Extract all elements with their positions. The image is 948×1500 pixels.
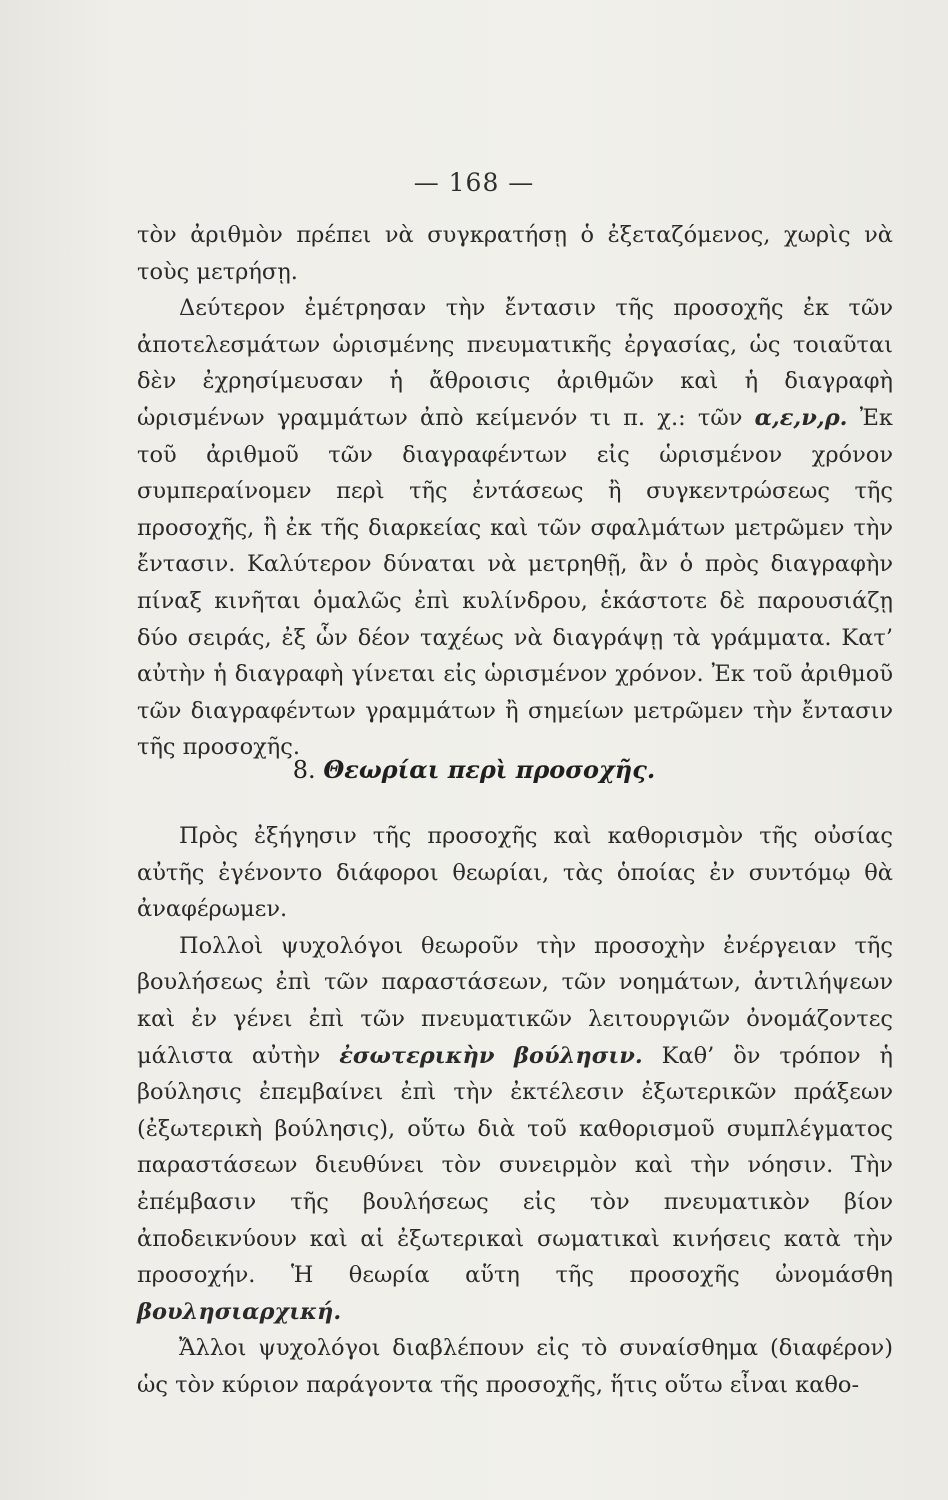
paragraph	[137, 217, 893, 290]
emphasized-term: ἐσωτερικὴν βούλησιν.	[339, 1042, 643, 1069]
paragraph-text: Ἐκ τοῦ ἀριθμοῦ τῶν διαγραφέντων εἰς ὡρισμένον χρόνον συμπεραίνομεν περὶ τῆς ἐντάσεως ἢ συγκεντρώσεως τῆς προσοχῆς, ἢ ἐκ τῆς διαρκείας καὶ τῶν σφαλμάτων μετρῶμεν τὴν ἔντασιν. Καλύτερον δύναται νὰ μετρηθῇ, ἂν ὁ πρὸς διαγραφὴν πίναξ κινῆται ὁμαλῶς ἐπὶ κυλίνδρου, ἑκάστοτε δὲ παρουσιάζῃ δύο σειράς, ἐξ ὧν δέον ταχέως νὰ διαγράψῃ τὰ γράμματα. Κατ’ αὐτὴν ἡ διαγραφὴ γίνεται εἰς ὡρισμένον χρόνον. Ἐκ τοῦ ἀριθμοῦ τῶν διαγραφέντων γραμμάτων ἢ σημείων μετρῶμεν τὴν ἔντασιν τῆς προσοχῆς.	[137, 404, 893, 761]
text-block-top	[137, 217, 893, 766]
paragraph	[137, 290, 893, 766]
emphasized-letters: α,ε,ν,ρ.	[754, 404, 848, 431]
paragraph	[137, 1330, 893, 1403]
emphasized-term: βουλησιαρχική.	[137, 1298, 342, 1325]
section-number: 8.	[292, 756, 316, 784]
paragraph-text: Δεύτερον ἐμέτρησαν τὴν ἔντασιν τῆς προσοχῆς ἐκ τῶν ἀποτελεσμάτων ὡρισμένης πνευματικῆς ἐργασίας, ὡς τοιαῦται δὲν ἐχρησίμευσαν ἡ ἄθροισις ἀριθμῶν καὶ ἡ διαγραφὴ ὡρισμένων γραμμάτων ἀπὸ κείμενόν τι π. χ.: τῶν	[137, 295, 893, 431]
paragraph-text: Ἄλλοι ψυχολόγοι διαβλέπουν εἰς τὸ συναίσθημα (διαφέρον) ὡς τὸν κύριον παράγοντα τῆς προσοχῆς, ἥτις οὕτω εἶναι καθο-	[137, 1335, 893, 1398]
paragraph	[137, 818, 893, 928]
paragraph-text: Καθ’ ὃν τρόπον ἡ βούλησις ἐπεμβαίνει ἐπὶ τὴν ἐκτέλεσιν ἐξωτερικῶν πράξεων (ἐξωτερικὴ βούλησις), οὕτω διὰ τοῦ καθορισμοῦ συμπλέγματος παραστάσεων διευθύνει τὸν συνειρμὸν καὶ τὴν νόησιν. Τὴν ἐπέμβασιν τῆς βουλήσεως εἰς τὸν πνευματικὸν βίον ἀποδεικνύουν καὶ αἱ ἐξωτερικαὶ σωματικαὶ κινήσεις κατὰ τὴν προσοχήν. Ἡ θεωρία αὕτη τῆς προσοχῆς ὠνομάσθη	[137, 1042, 893, 1289]
section-heading	[0, 755, 948, 784]
paragraph-text: Πολλοὶ ψυχολόγοι θεωροῦν τὴν προσοχὴν ἐνέργειαν τῆς βουλήσεως ἐπὶ τῶν παραστάσεων, τῶν νοημάτων, ἀντιλήψεων καὶ ἐν γένει ἐπὶ τῶν πνευματικῶν λειτουργιῶν ὀνομάζοντες μάλιστα αὐτὴν	[137, 932, 893, 1069]
text-block-bottom	[137, 818, 893, 1404]
paragraph-text: τὸν ἀριθμὸν πρέπει νὰ συγκρατήσῃ ὁ ἐξεταζόμενος, χωρὶς νὰ τοὺς μετρήσῃ.	[137, 222, 893, 285]
paragraph	[137, 928, 893, 1331]
paragraph-text: Πρὸς ἐξήγησιν τῆς προσοχῆς καὶ καθορισμὸν τῆς οὐσίας αὐτῆς ἐγένοντο διάφοροι θεωρίαι, τὰς ὁποίας ἐν συντόμῳ θὰ ἀναφέρωμεν.	[137, 823, 893, 923]
page-number: — 168 —	[413, 168, 535, 197]
section-title: Θεωρίαι περὶ προσοχῆς.	[323, 755, 656, 784]
